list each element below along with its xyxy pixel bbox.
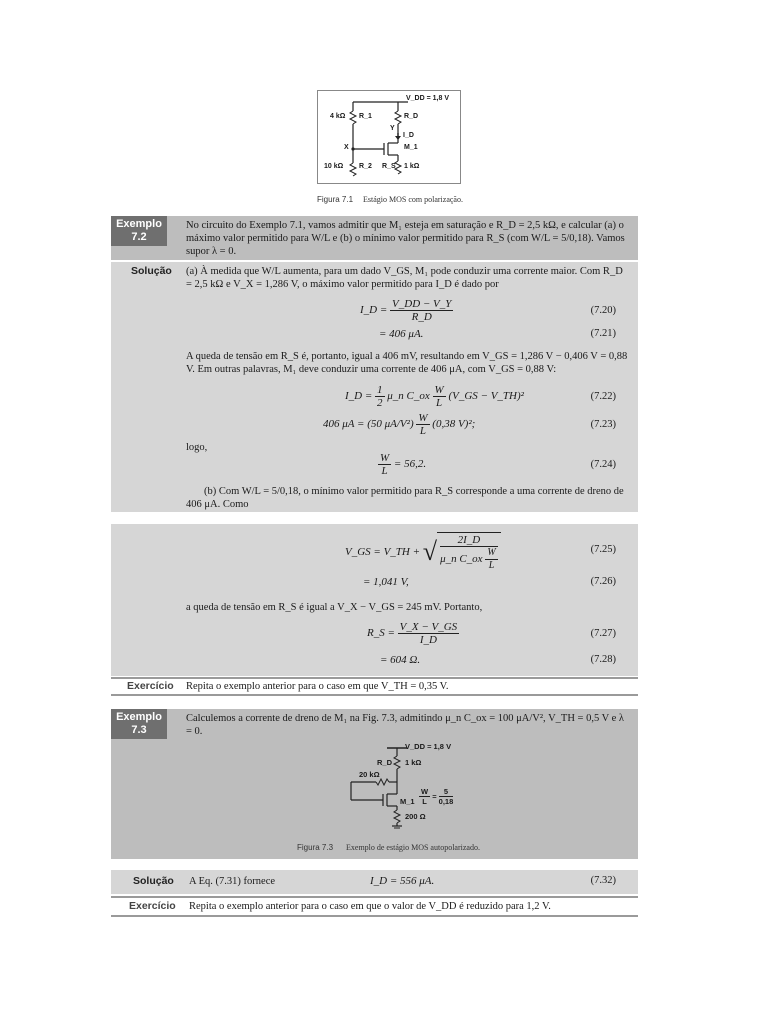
eq722-half	[375, 384, 385, 409]
example-7-2-solution-p2: A queda de tensão em R_S é, portanto, igual a 406 mV, resultando em V_GS = 1,286 V − 0,406 V = 0,88 V. Em outras palavras, M₁ deve conduzir uma corrente de 406 μA, com V_GS = 0,88 V:	[186, 351, 628, 375]
fig1-caption-number: Figura 7.1	[317, 195, 354, 204]
example-7-2-tag-line1: Exemplo	[116, 218, 162, 230]
eq725-l: L	[488, 560, 495, 571]
eq722-w: W	[434, 384, 444, 396]
fig1-y-label: Y	[390, 125, 395, 132]
example-7-3-solution-text: A Eq. (7.31) fornece	[189, 876, 276, 887]
sqrt-sign-icon: √	[422, 537, 438, 566]
example-7-3-tag-line1: Exemplo	[116, 711, 162, 723]
equation-7-23	[323, 412, 630, 437]
eq722-lhs: I_D =	[345, 390, 373, 403]
fig3-018: 0,18	[438, 797, 454, 806]
equation-7-24	[378, 452, 630, 477]
fig1-id-label: I_D	[403, 132, 414, 139]
fig3-rg-value: 20 kΩ	[359, 770, 380, 779]
eq725-radicand	[437, 532, 501, 572]
eq722-mid: μ_n C_ox	[387, 390, 430, 403]
eq726-number: (7.26)	[590, 576, 616, 587]
eq721-rhs: = 406 μA.	[379, 328, 424, 340]
example-7-3-tag	[111, 709, 167, 739]
eq726-rhs: = 1,041 V,	[363, 576, 409, 588]
eq725-denominator	[440, 547, 498, 572]
eq728-rhs: = 604 Ω.	[380, 654, 421, 666]
fig3-vdd-label: V_DD = 1,8 V	[405, 742, 452, 751]
fig3-wl-fraction	[419, 787, 430, 806]
example-7-2-statement: No circuito do Exemplo 7.1, vamos admitir que M₁ esteja em saturação e R_D = 2,5 kΩ, e calcular (a) o máximo valor permitido para W/L e (b) o mínimo valor permitido para R_S (com W/L = 5/0,18). Vamos supor λ = 0.	[186, 220, 625, 257]
exercise-1-label: Exercício	[127, 680, 174, 692]
fig3-rs-value: 200 Ω	[405, 812, 426, 821]
eq721-number: (7.21)	[590, 328, 616, 339]
fig1-x-label: X	[344, 144, 349, 151]
fig1-rs-value: 1 kΩ	[404, 163, 420, 170]
eq725-numerator: 2I_D	[440, 534, 498, 547]
eq720-fraction	[390, 298, 453, 323]
eq727-fraction	[398, 621, 460, 646]
example-7-2-tag	[111, 216, 167, 246]
figure-7-3	[345, 740, 475, 830]
eq722-rhs: (V_GS − V_TH)²	[448, 390, 524, 403]
eq724-w: W	[380, 452, 390, 464]
eq722-half-den: 2	[377, 397, 383, 409]
eq725-number: (7.25)	[590, 544, 616, 555]
eq723-lhs: 406 μA = (50 μA/V²)	[323, 418, 414, 431]
example-7-3-solution-label: Solução	[133, 875, 174, 887]
eq724-number: (7.24)	[590, 459, 616, 470]
exercise-1-text: Repita o exemplo anterior para o caso em que V_TH = 0,35 V.	[186, 681, 449, 692]
example-7-2-tag-line2: 7.2	[131, 231, 147, 243]
exercise-top-rule	[111, 677, 638, 679]
eq724-l: L	[381, 465, 388, 477]
fig3-w: W	[421, 787, 429, 796]
fig1-rd-label: R_D	[404, 113, 419, 120]
eq725-lhs: V_GS = V_TH +	[345, 546, 421, 558]
eq725-wl	[485, 547, 497, 572]
example-7-2-logo: logo,	[186, 442, 208, 453]
eq722-half-num: 1	[377, 384, 383, 396]
eq723-rhs: (0,38 V)²;	[432, 418, 476, 431]
example-7-2-solution-p1: (a) À medida que W/L aumenta, para um dado V_GS, M₁ pode conduzir uma corrente maior. Com R_D = 2,5 kΩ e V_X = 1,286 V, o máximo valor permitido para I_D é dado por	[186, 266, 623, 290]
example-7-3-statement: Calculemos a corrente de dreno de M₁ na Fig. 7.3, admitindo μ_n C_ox = 100 μA/V², V_TH = 0,5 V e λ = 0.	[186, 713, 625, 737]
fig3-l: L	[422, 797, 427, 806]
eq732-number: (7.32)	[590, 875, 616, 886]
eq722-l: L	[436, 397, 443, 409]
fig1-r1-value: 4 kΩ	[330, 113, 346, 120]
eq724-rhs: = 56,2.	[393, 458, 427, 471]
fig1-r2-value: 10 kΩ	[324, 163, 344, 170]
eq723-wl	[416, 412, 429, 437]
eq723-l: L	[419, 425, 426, 437]
fig3-rd-label: R_D	[377, 758, 393, 767]
equation-7-26	[363, 576, 630, 588]
eq725-den-a: μ_n C_ox	[440, 553, 483, 566]
eq720-lhs: I_D =	[360, 304, 388, 317]
eq723-number: (7.23)	[590, 419, 616, 430]
exercise-2-label: Exercício	[129, 900, 176, 912]
exercise-bottom-rule	[111, 694, 638, 696]
eq723-w: W	[418, 412, 428, 424]
equation-7-22	[345, 384, 630, 409]
eq727-denominator: I_D	[419, 634, 437, 646]
fig3-eq-sign: =	[432, 792, 437, 801]
eq720-numerator: V_DD − V_Y	[392, 298, 452, 310]
example-7-2-solution-label: Solução	[131, 265, 172, 277]
fig1-r2-label: R_2	[359, 163, 372, 170]
exercise-2-top-rule	[111, 896, 638, 898]
fig1-m1-label: M_1	[404, 144, 418, 151]
equation-7-20	[360, 298, 630, 323]
eq732-text: I_D = 556 μA.	[370, 875, 435, 887]
fig3-m1-label: M_1	[400, 797, 415, 806]
fig1-rs-label: R_S	[382, 163, 396, 170]
example-7-3-tag-line2: 7.3	[131, 724, 147, 736]
eq725-fraction	[440, 534, 498, 572]
example-7-2-solution-p3: (b) Com W/L = 5/0,18, o mínimo valor permitido para R_S corresponde a uma corrente de dreno de 406 μA. Como	[186, 486, 624, 510]
fig3-ratio-fraction	[439, 787, 454, 806]
fig3-caption-number: Figura 7.3	[297, 843, 334, 852]
fig3-caption: Exemplo de estágio MOS autopolarizado.	[346, 843, 480, 852]
equation-7-28	[380, 654, 630, 666]
fig3-5: 5	[439, 787, 454, 797]
fig3-wl-eq	[419, 787, 453, 806]
equation-7-25	[345, 532, 630, 572]
eq727-lhs: R_S =	[367, 627, 395, 640]
eq722-number: (7.22)	[590, 391, 616, 402]
figure-7-1	[317, 90, 461, 184]
equation-7-27	[367, 621, 630, 646]
eq728-number: (7.28)	[590, 654, 616, 665]
equation-7-21	[379, 328, 630, 340]
eq722-wl	[433, 384, 446, 409]
fig3-rd-value: 1 kΩ	[405, 758, 422, 767]
exercise-2-bottom-rule	[111, 915, 638, 917]
eq724-wl	[378, 452, 391, 477]
equation-7-32	[370, 875, 630, 887]
fig1-caption: Estágio MOS com polarização.	[363, 195, 463, 204]
fig1-vdd-label: V_DD = 1,8 V	[406, 95, 449, 102]
eq727-numerator: V_X − V_GS	[399, 621, 458, 633]
eq725-w: W	[487, 547, 496, 558]
eq720-denominator: R_D	[411, 311, 432, 323]
continuation-p1: a queda de tensão em R_S é igual a V_X − V_GS = 245 mV. Portanto,	[186, 602, 483, 613]
eq720-number: (7.20)	[590, 305, 616, 316]
eq727-number: (7.27)	[590, 628, 616, 639]
fig1-r1-label: R_1	[359, 113, 372, 120]
exercise-2-text: Repita o exemplo anterior para o caso em que o valor de V_DD é reduzido para 1,2 V.	[189, 901, 551, 912]
